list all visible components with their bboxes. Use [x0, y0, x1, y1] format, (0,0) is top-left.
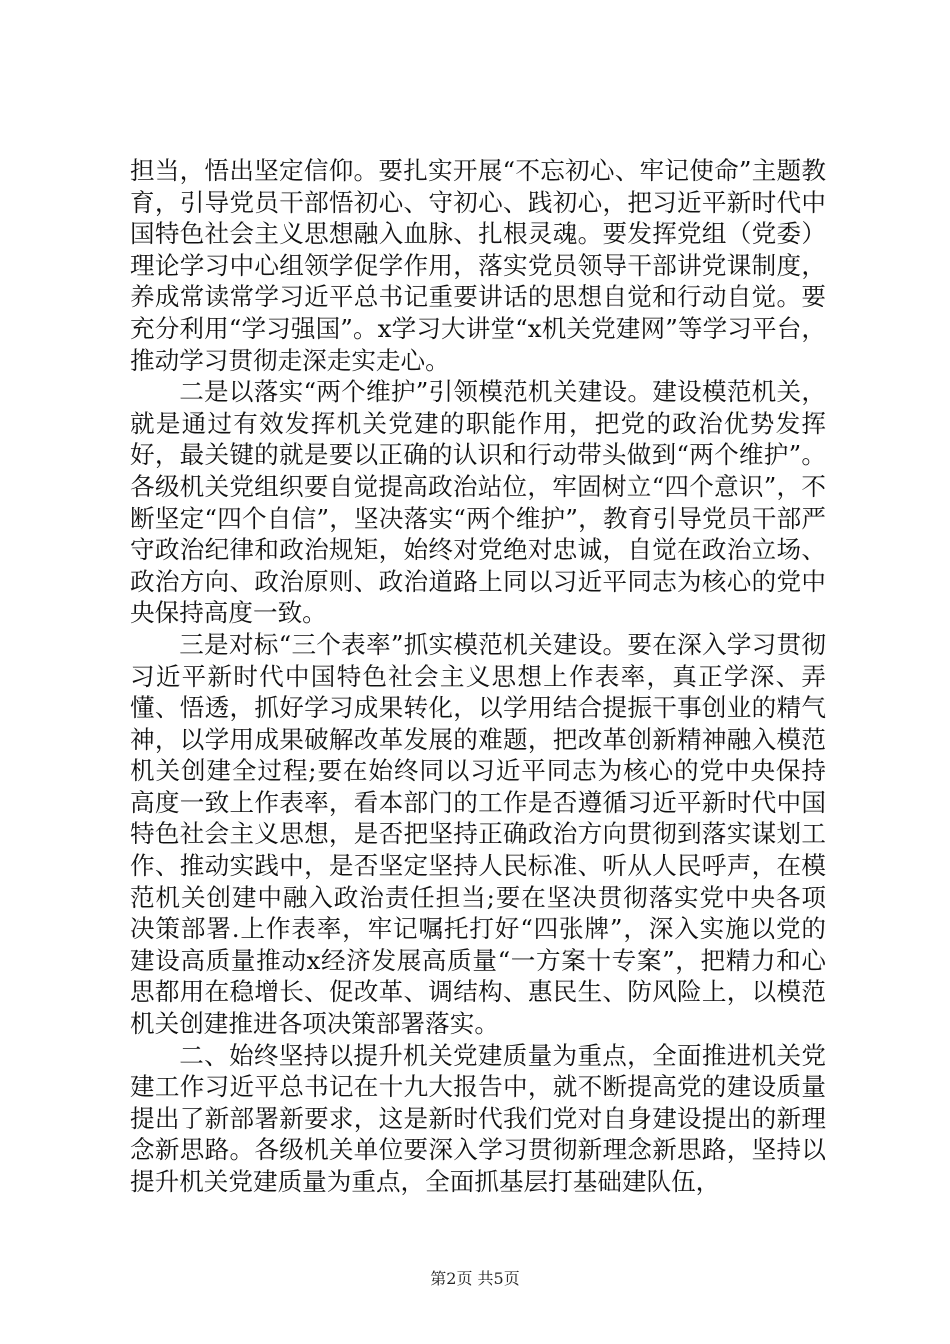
- paragraph-1: 担当，悟出坚定信仰。要扎实开展“不忘初心、牢记使命”主题教育，引导党员干部悟初心、守初心、践初心，把习近平新时代中国特色社会主义思想融入血脉、扎根灵魂。要发挥党组（党委）理论学习中心组领学促学作用，落实党员领导干部讲党课制度，养成常读常学习近平总书记重要讲话的思想自觉和行动自觉。要充分利用“学习强国”。x学习大讲堂“x机关党建网”等学习平台，推动学习贯彻走深走实走心。: [130, 156, 826, 375]
- paragraph-3: 三是对标“三个表率”抓实模范机关建设。要在深入学习贯彻习近平新时代中国特色社会主义思想上作表率，真正学深、弄懂、悟透，抓好学习成果转化，以学用结合提振干事创业的精气神，以学用成果破解改革发展的难题，把改革创新精神融入模范机关创建全过程;要在始终同以习近平同志为核心的党中央保持高度一致上作表率，看本部门的工作是否遵循习近平新时代中国特色社会主义思想，是否把坚持正确政治方向贯彻到落实谋划工作、推动实践中，是否坚定坚持人民标准、听从人民呼声，在模范机关创建中融入政治责任担当;要在坚决贯彻落实党中央各项决策部署.上作表率，牢记嘱托打好“四张牌”，深入实施以党的建设高质量推动x经济发展高质量“一方案十专案”，把精力和心思都用在稳增长、促改革、调结构、惠民生、防风险上，以模范机关创建推进各项决策部署落实。: [130, 629, 826, 1039]
- paragraph-4: 二、始终坚持以提升机关党建质量为重点，全面推进机关党建工作习近平总书记在十九大报告中，就不断提高党的建设质量提出了新部署新要求，这是新时代我们党对自身建设提出的新理念新思路。各级机关单位要深入学习贯彻新理念新思路，坚持以提升机关党建质量为重点，全面抓基层打基础建队伍，: [130, 1040, 826, 1196]
- page-footer: [0, 1269, 950, 1289]
- document-body: [130, 155, 826, 1198]
- paragraph-2: 二是以落实“两个维护”引领模范机关建设。建设模范机关，就是通过有效发挥机关党建的职能作用，把党的政治优势发挥好，最关键的就是要以正确的认识和行动带头做到“两个维护”。各级机关党组织要自觉提高政治站位，牢固树立“四个意识”，不断坚定“四个自信”，坚决落实“两个维护”，教育引导党员干部严守政治纪律和政治规矩，始终对党绝对忠诚，自觉在政治立场、政治方向、政治原则、政治道路上同以习近平同志为核心的党中央保持高度一致。: [130, 377, 826, 628]
- page-number: 第2页 共5页: [430, 1269, 520, 1288]
